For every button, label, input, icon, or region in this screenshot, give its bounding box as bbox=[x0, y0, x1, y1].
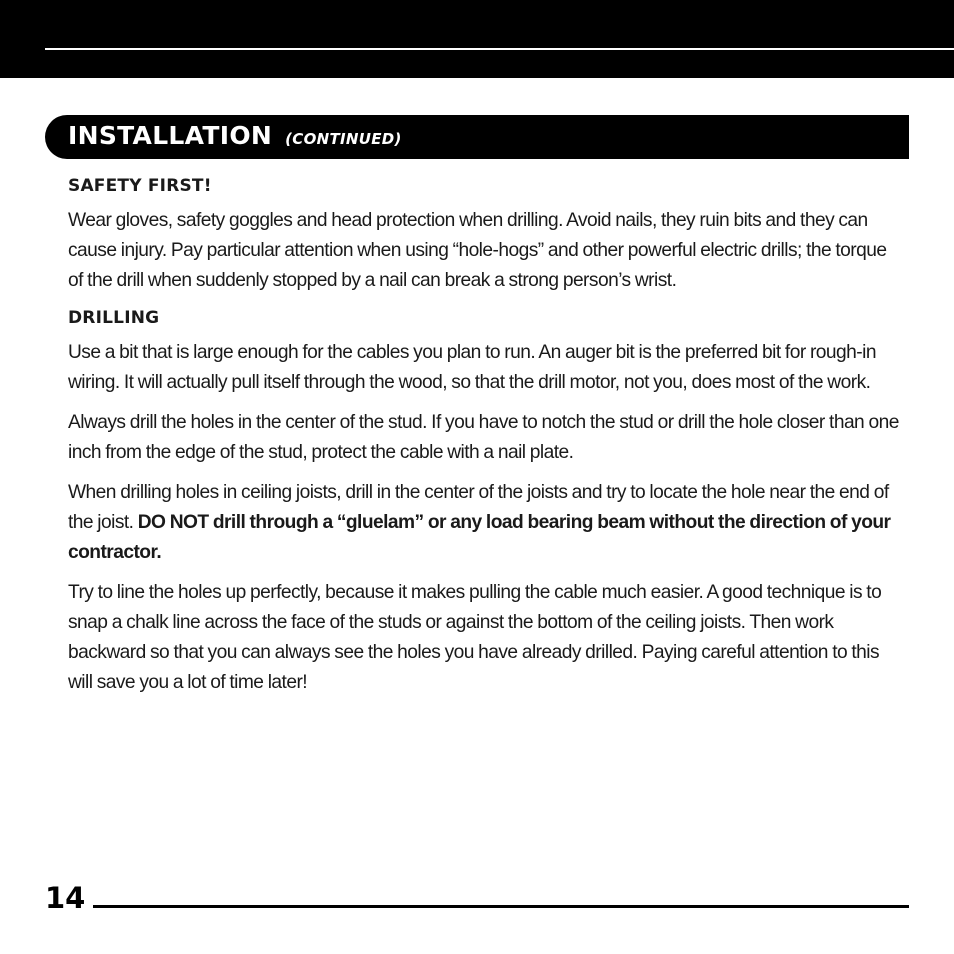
top-divider-line bbox=[45, 48, 954, 50]
page-number: 14 bbox=[45, 881, 86, 915]
heading-safety-first: SAFETY FIRST! bbox=[68, 176, 212, 196]
paragraph-ceiling-joists bbox=[68, 478, 904, 568]
heading-drilling: DRILLING bbox=[68, 308, 160, 328]
page-body bbox=[68, 172, 904, 708]
section-title-text: INSTALLATION bbox=[68, 121, 273, 150]
section-title bbox=[68, 121, 402, 150]
paragraph-auger-bit: Use a bit that is large enough for the cables you plan to run. An auger bit is the preferred bit for rough-in wiring. It will actually pull itself through the wood, so that the drill motor, not you, does most of the work. bbox=[68, 342, 876, 393]
top-header-band bbox=[0, 0, 954, 78]
warning-text: DO NOT drill through a “gluelam” or any load bearing beam without the direction of your contractor. bbox=[68, 512, 891, 563]
section-title-suffix: (CONTINUED) bbox=[285, 130, 402, 148]
paragraph-safety: Wear gloves, safety goggles and head protection when drilling. Avoid nails, they ruin bits and they can cause injury. Pay particular attention when using “hole-hogs” and other powerful electric drills; the torque of the drill when suddenly stopped by a nail can break a strong person’s wrist. bbox=[68, 210, 887, 291]
paragraph-line-up-holes: Try to line the holes up perfectly, because it makes pulling the cable much easier. A good technique is to snap a chalk line across the face of the studs or against the bottom of the ceiling joists. Then work backward so that you can always see the holes you have already drilled. Paying careful attention to this will save you a lot of time later! bbox=[68, 582, 882, 693]
paragraph-ceiling-joists-text: When drilling holes in ceiling joists, drill in the center of the joists and try to locate the hole near the end of the joist. bbox=[68, 482, 889, 533]
paragraph-stud-center: Always drill the holes in the center of the stud. If you have to notch the stud or drill the hole closer than one inch from the edge of the stud, protect the cable with a nail plate. bbox=[68, 412, 899, 463]
footer-divider-line bbox=[93, 905, 909, 908]
